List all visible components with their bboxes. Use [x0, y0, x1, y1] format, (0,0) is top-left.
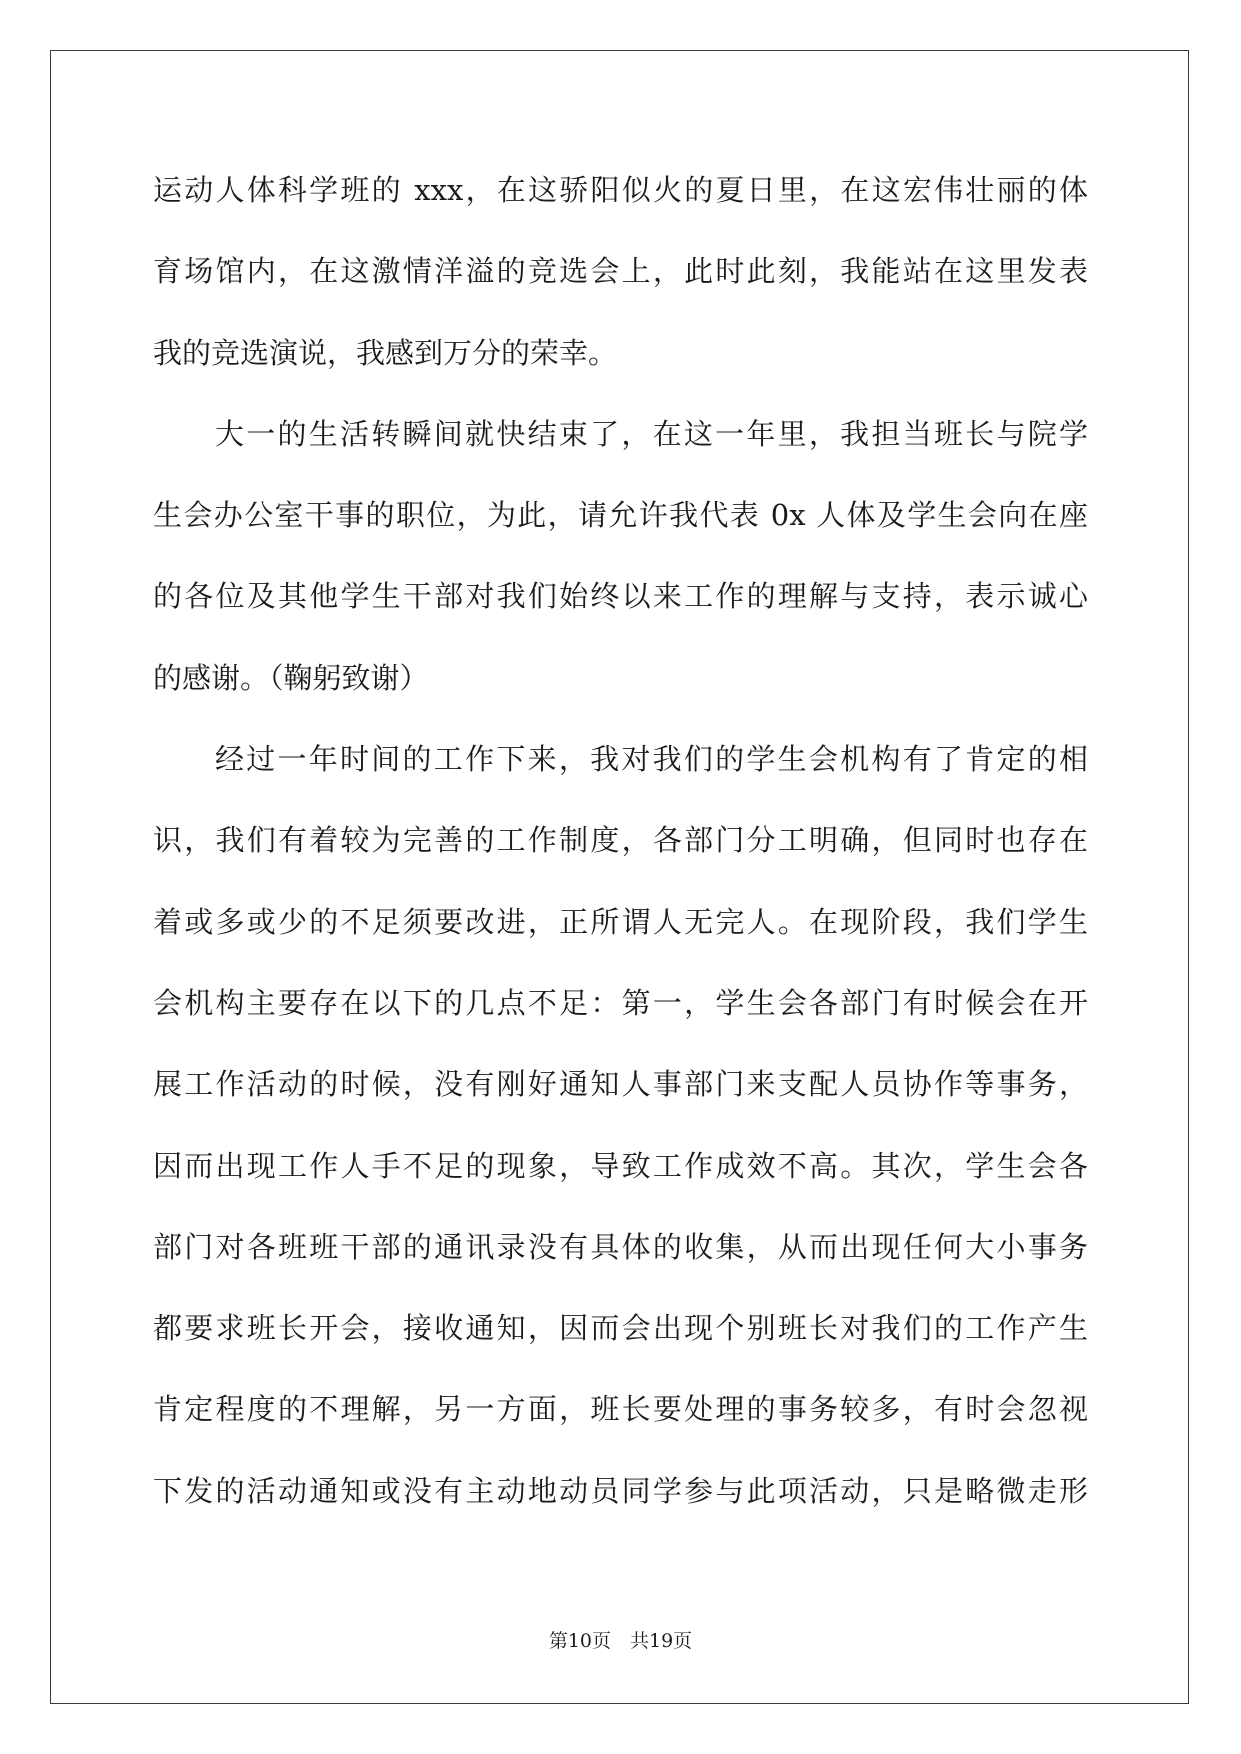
document-body [153, 150, 1088, 1532]
text-line: 生会办公室干事的职位，为此，请允许我代表 0x 人体及学生会向在座 [153, 498, 1088, 533]
text-line: 的各位及其他学生干部对我们始终以来工作的理解与支持，表示诚心 [153, 579, 1088, 614]
text-line: 都要求班长开会，接收通知，因而会出现个别班长对我们的工作产生 [153, 1311, 1088, 1346]
page-number-footer: 第10页 共19页 [548, 1630, 693, 1652]
text-line: 识，我们有着较为完善的工作制度，各部门分工明确，但同时也存在 [153, 823, 1088, 858]
text-line: 部门对各班班干部的通讯录没有具体的收集，从而出现任何大小事务 [153, 1229, 1088, 1264]
text-line: 的感谢。（鞠躬致谢） [153, 660, 429, 695]
paragraph-3 [153, 719, 1088, 1532]
text-line: 大一的生活转瞬间就快结束了，在这一年里，我担当班长与院学 [215, 416, 1088, 451]
paragraph-1 [153, 150, 1088, 394]
text-line: 育场馆内，在这激情洋溢的竞选会上，此时此刻，我能站在这里发表 [153, 254, 1088, 289]
text-line: 会机构主要存在以下的几点不足：第一，学生会各部门有时候会在开 [153, 985, 1088, 1020]
text-line: 因而出现工作人手不足的现象，导致工作成效不高。其次，学生会各 [153, 1148, 1088, 1183]
text-line: 经过一年时间的工作下来，我对我们的学生会机构有了肯定的相 [215, 742, 1088, 777]
text-line: 肯定程度的不理解，另一方面，班长要处理的事务较多，有时会忽视 [153, 1392, 1088, 1427]
text-line: 运动人体科学班的 xxx，在这骄阳似火的夏日里，在这宏伟壮丽的体 [153, 173, 1088, 207]
paragraph-2 [153, 394, 1088, 719]
text-line: 我的竞选演说，我感到万分的荣幸。 [153, 335, 618, 370]
text-line: 下发的活动通知或没有主动地动员同学参与此项活动，只是略微走形 [153, 1473, 1088, 1508]
text-line: 着或多或少的不足须要改进，正所谓人无完人。在现阶段，我们学生 [153, 904, 1088, 939]
text-line: 展工作活动的时候，没有刚好通知人事部门来支配人员协作等事务， [153, 1067, 1088, 1102]
